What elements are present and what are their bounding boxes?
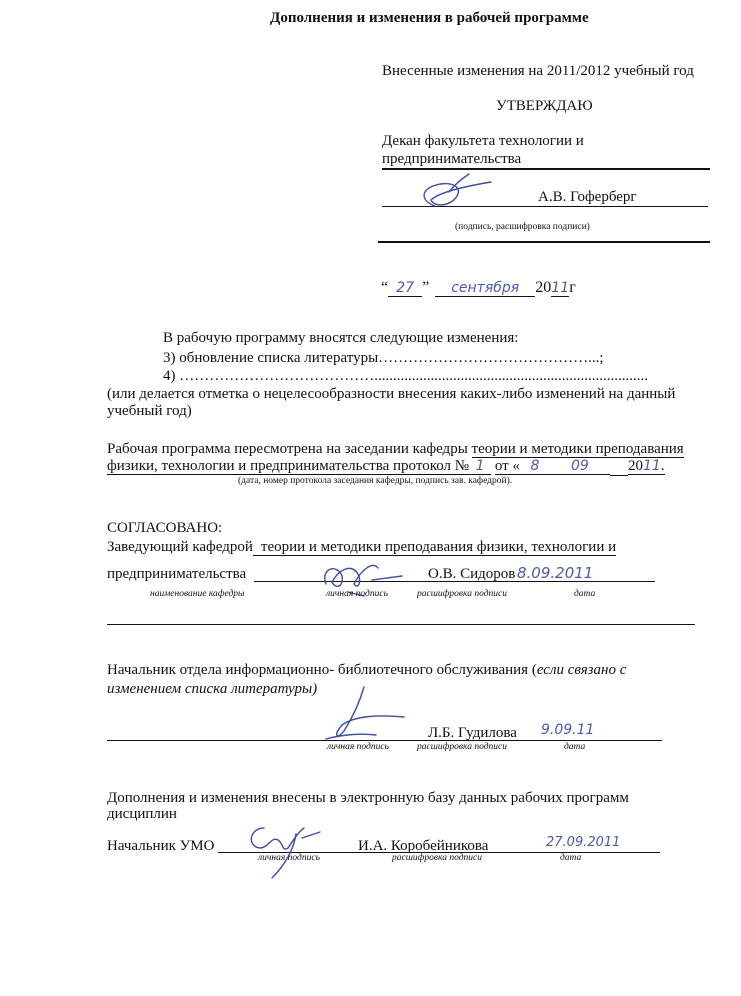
- review-from: от «: [494, 458, 520, 474]
- library-caption-sign: личная подпись: [327, 742, 389, 752]
- library-signature: [320, 685, 410, 745]
- agreed-caption-date: дата: [574, 589, 596, 599]
- divider-approval: [378, 241, 710, 243]
- umo-signature: [242, 818, 332, 882]
- review-year-end: .: [660, 458, 665, 474]
- changes-intro: В рабочую программу вносятся следующие изменения:: [163, 330, 519, 346]
- changes-note-line2: учебный год): [107, 403, 192, 419]
- library-line1: [107, 662, 626, 679]
- library-name: Л.Б. Гудилова: [428, 725, 517, 741]
- approval-date-year: 11: [551, 280, 570, 296]
- dean-title-line2: предпринимательства: [382, 151, 522, 167]
- review-gap: [610, 458, 628, 476]
- changes-note-line1: (или делается отметка о нецелесообразности внесения каких-либо изменений на данный: [107, 386, 676, 402]
- approval-date-g: г: [569, 279, 576, 296]
- agreed-department: теории и методики преподавания физики, технологии и: [253, 539, 616, 556]
- library-caption-date: дата: [564, 742, 586, 752]
- library-date: 9.09.11: [541, 722, 595, 738]
- dean-name: А.В. Гоферберг: [538, 189, 637, 205]
- approval-date-month: сентября: [435, 280, 535, 297]
- agreed-head-prefix: Заведующий кафедрой: [107, 539, 253, 555]
- review-date-month: 09: [550, 458, 610, 475]
- umo-caption-date: дата: [560, 853, 582, 863]
- review-year-suffix: 11: [642, 458, 661, 474]
- document-title: Дополнения и изменения в рабочей программе: [270, 10, 589, 26]
- review-line1: [107, 441, 684, 458]
- umo-caption-sign: личная подпись: [258, 853, 320, 863]
- library-line1-text: Начальник отдела информационно- библиотечного обслуживания (: [107, 662, 537, 678]
- umo-date: 27.09.2011: [546, 835, 621, 850]
- dean-signature: [405, 172, 495, 214]
- agreed-name: О.В. Сидоров: [428, 566, 516, 582]
- dean-title-line1: Декан факультета технологии и: [382, 133, 584, 149]
- database-line1: Дополнения и изменения внесены в электронную базу данных рабочих программ: [107, 790, 629, 806]
- protocol-number: 1: [469, 458, 491, 475]
- database-line2: дисциплин: [107, 806, 177, 822]
- approval-date: [381, 279, 576, 297]
- library-caption-decode: расшифровка подписи: [417, 742, 507, 752]
- agreed-divider: [107, 624, 695, 625]
- approve-label: УТВЕРЖДАЮ: [496, 98, 593, 114]
- review-caption: (дата, номер протокола заседания кафедры, подпись зав. кафедрой).: [238, 476, 513, 486]
- agreed-head-line: [107, 539, 616, 556]
- umo-head-label: Начальник УМО: [107, 838, 215, 854]
- agreed-caption-sign: личная подпись: [326, 589, 388, 599]
- divider-dean: [382, 168, 710, 170]
- review-date-day: 8: [520, 458, 550, 475]
- review-prefix: Рабочая программа пересмотрена на заседании кафедры: [107, 441, 468, 457]
- umo-name: И.А. Коробейникова: [358, 838, 489, 854]
- date-open-quote: “: [381, 279, 389, 296]
- agreed-label: СОГЛАСОВАНО:: [107, 520, 223, 536]
- agreed-caption-department: наименование кафедры: [150, 589, 245, 599]
- approval-date-year-prefix: 20: [535, 279, 552, 296]
- review-department: теории и методики преподавания: [471, 441, 684, 457]
- agreed-dept-cont: предпринимательства: [107, 566, 247, 582]
- library-line1-italic: если связано с: [536, 662, 627, 678]
- date-close-quote: ”: [422, 279, 430, 296]
- umo-caption-decode: расшифровка подписи: [392, 853, 482, 863]
- changes-year: Внесенные изменения на 2011/2012 учебный год: [382, 63, 694, 79]
- dean-signature-caption: (подпись, расшифровка подписи): [455, 222, 590, 232]
- approval-date-day: 27: [388, 280, 422, 297]
- library-line2: изменением списка литературы): [107, 681, 318, 697]
- change-item-4: 4) ………………………………….........................................................................: [163, 368, 648, 384]
- review-line2-text: физики, технологии и предпринимательства протокол №: [107, 458, 470, 474]
- review-year-prefix: 20: [627, 458, 643, 474]
- agreed-caption-decode: расшифровка подписи: [417, 589, 507, 599]
- review-line2: [107, 458, 665, 476]
- agreed-date: 8.09.2011: [517, 564, 594, 582]
- change-item-3: 3) обновление списка литературы……………………………………...;: [163, 350, 604, 366]
